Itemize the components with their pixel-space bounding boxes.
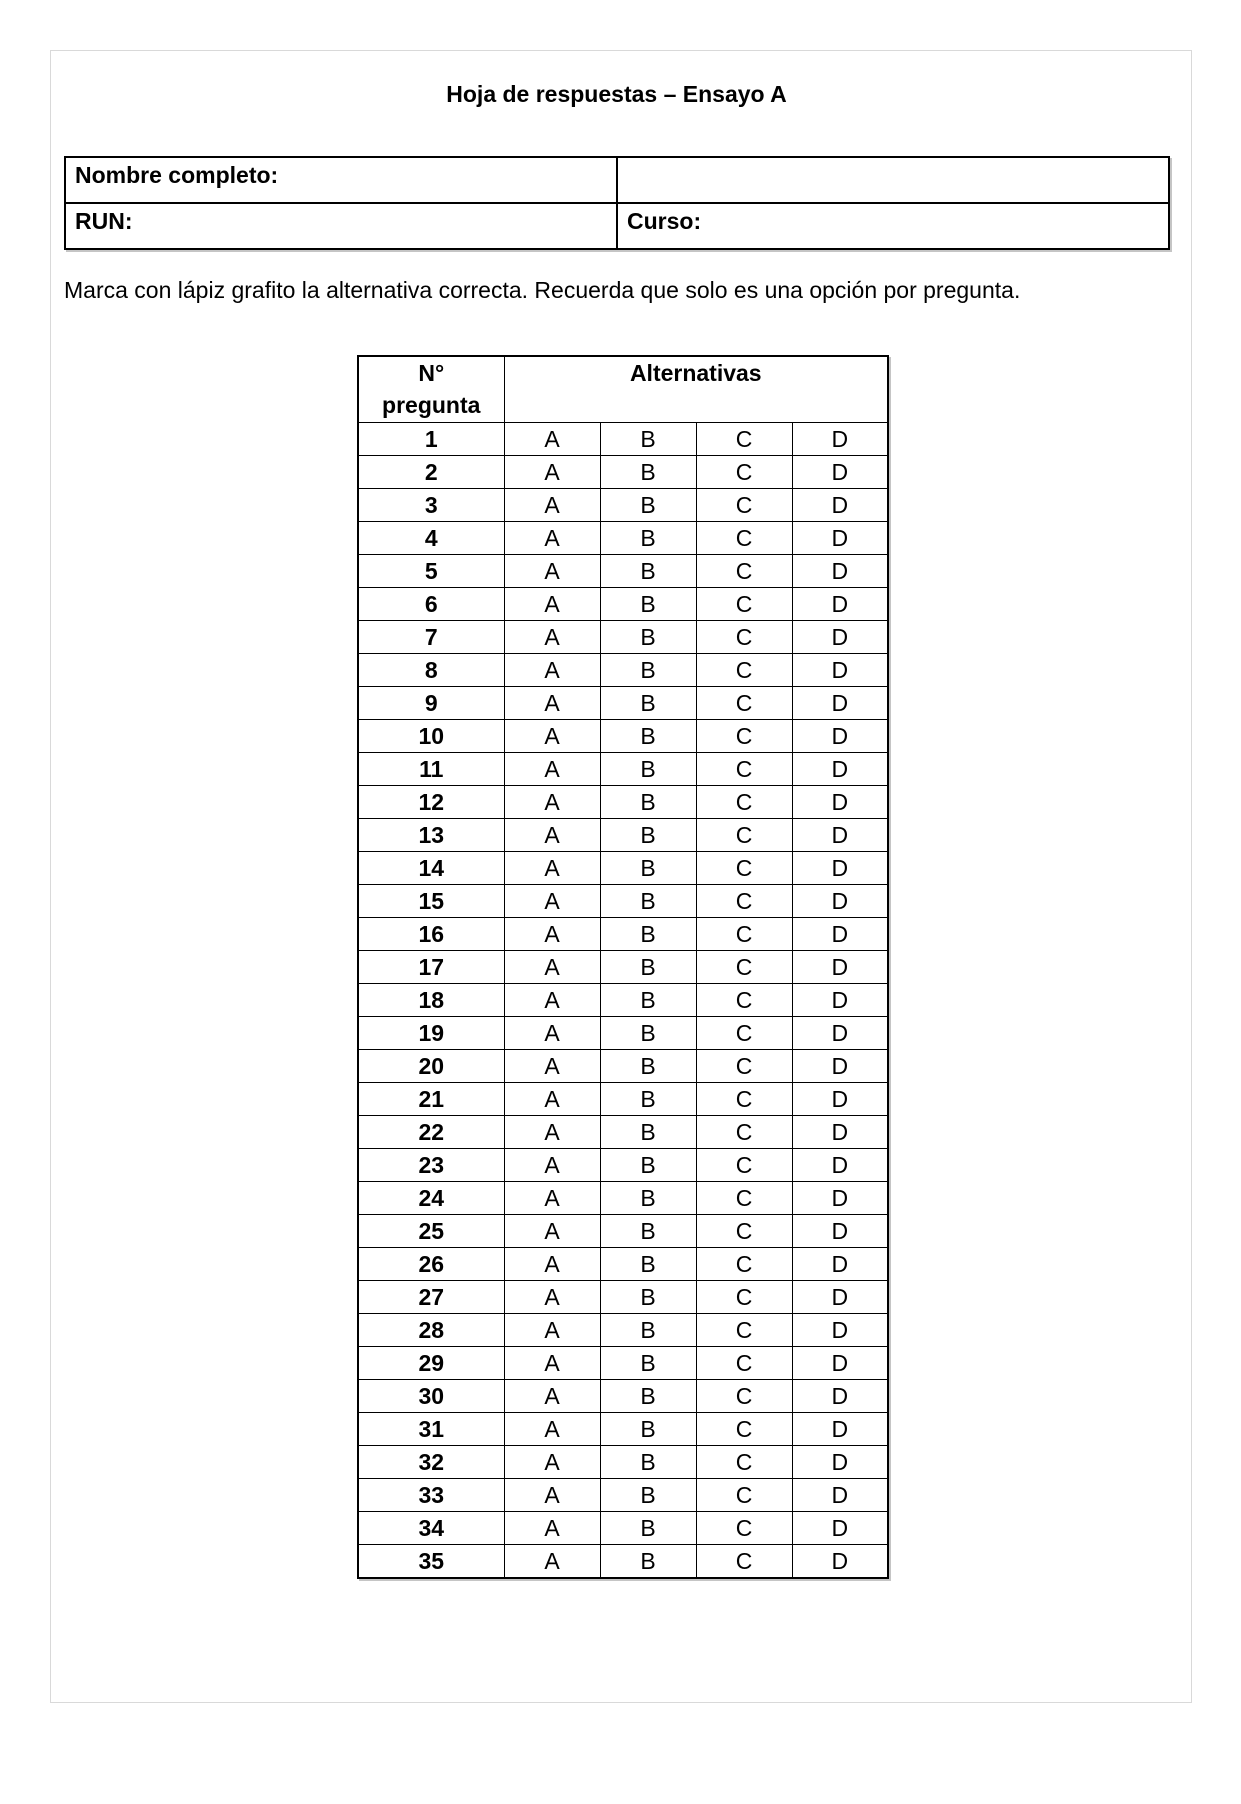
- answer-option-b[interactable]: B: [600, 1017, 696, 1050]
- answer-option-a[interactable]: A: [504, 588, 600, 621]
- answer-option-c[interactable]: C: [696, 1248, 792, 1281]
- answer-row: [358, 1479, 888, 1512]
- answer-option-c[interactable]: C: [696, 588, 792, 621]
- answer-option-b[interactable]: B: [600, 654, 696, 687]
- answer-option-b[interactable]: B: [600, 687, 696, 720]
- answer-option-c[interactable]: C: [696, 1017, 792, 1050]
- answer-option-d[interactable]: D: [792, 687, 888, 720]
- answer-option-a[interactable]: A: [504, 489, 600, 522]
- question-number: 19: [358, 1017, 504, 1050]
- answer-option-c[interactable]: C: [696, 555, 792, 588]
- answer-row: [358, 621, 888, 654]
- answer-option-b[interactable]: B: [600, 951, 696, 984]
- answer-table-header-row: [358, 356, 888, 423]
- answer-table: [357, 355, 889, 1579]
- question-number: 23: [358, 1149, 504, 1182]
- answer-option-b[interactable]: B: [600, 786, 696, 819]
- answer-row: [358, 819, 888, 852]
- question-number: 11: [358, 753, 504, 786]
- question-number: 27: [358, 1281, 504, 1314]
- answer-option-d[interactable]: D: [792, 1545, 888, 1579]
- answer-option-c[interactable]: C: [696, 1149, 792, 1182]
- answer-option-c[interactable]: C: [696, 1182, 792, 1215]
- question-number: 25: [358, 1215, 504, 1248]
- answer-option-a[interactable]: A: [504, 1182, 600, 1215]
- answer-option-c[interactable]: C: [696, 720, 792, 753]
- answer-option-a[interactable]: A: [504, 1215, 600, 1248]
- answer-row: [358, 555, 888, 588]
- answer-option-d[interactable]: D: [792, 885, 888, 918]
- document-page: [50, 50, 1192, 1703]
- answer-option-c[interactable]: C: [696, 1512, 792, 1545]
- answer-row: [358, 1215, 888, 1248]
- answer-option-a[interactable]: A: [504, 885, 600, 918]
- question-number: 22: [358, 1116, 504, 1149]
- answer-row: [358, 687, 888, 720]
- answer-option-b[interactable]: B: [600, 1512, 696, 1545]
- answer-option-a[interactable]: A: [504, 1281, 600, 1314]
- answer-option-c[interactable]: C: [696, 984, 792, 1017]
- answer-option-c[interactable]: C: [696, 1479, 792, 1512]
- question-number: 34: [358, 1512, 504, 1545]
- answer-row: [358, 423, 888, 456]
- answer-option-a[interactable]: A: [504, 753, 600, 786]
- answer-option-c[interactable]: C: [696, 687, 792, 720]
- question-number: 26: [358, 1248, 504, 1281]
- answer-option-d[interactable]: D: [792, 423, 888, 456]
- instruction-text: Marca con lápiz grafito la alternativa correcta. Recuerda que solo es una opción por pregunta.: [64, 277, 1021, 303]
- answer-option-a[interactable]: A: [504, 1512, 600, 1545]
- answer-option-b[interactable]: B: [600, 1116, 696, 1149]
- question-number: 10: [358, 720, 504, 753]
- answer-option-b[interactable]: B: [600, 1050, 696, 1083]
- answer-option-a[interactable]: A: [504, 1347, 600, 1380]
- answer-option-b[interactable]: B: [600, 819, 696, 852]
- answer-option-d[interactable]: D: [792, 1347, 888, 1380]
- answer-option-a[interactable]: A: [504, 1380, 600, 1413]
- question-number: 8: [358, 654, 504, 687]
- question-number: 18: [358, 984, 504, 1017]
- answer-option-c[interactable]: C: [696, 489, 792, 522]
- student-info-table: [64, 156, 1170, 250]
- answer-option-a[interactable]: A: [504, 1446, 600, 1479]
- answer-option-a[interactable]: A: [504, 786, 600, 819]
- answer-option-a[interactable]: A: [504, 1413, 600, 1446]
- answer-option-d[interactable]: D: [792, 1017, 888, 1050]
- answer-option-a[interactable]: A: [504, 456, 600, 489]
- name-label-cell: Nombre completo:: [65, 157, 617, 203]
- answer-row: [358, 489, 888, 522]
- answer-option-c[interactable]: C: [696, 1446, 792, 1479]
- answer-option-b[interactable]: B: [600, 1446, 696, 1479]
- answer-option-c[interactable]: C: [696, 1050, 792, 1083]
- answer-option-a[interactable]: A: [504, 1050, 600, 1083]
- answer-row: [358, 1116, 888, 1149]
- answer-option-c[interactable]: C: [696, 819, 792, 852]
- answer-option-c[interactable]: C: [696, 1413, 792, 1446]
- answer-option-d[interactable]: D: [792, 753, 888, 786]
- question-number: 2: [358, 456, 504, 489]
- answer-option-c[interactable]: C: [696, 654, 792, 687]
- answer-option-b[interactable]: B: [600, 984, 696, 1017]
- answer-option-b[interactable]: B: [600, 753, 696, 786]
- answer-option-d[interactable]: D: [792, 1281, 888, 1314]
- question-number: 4: [358, 522, 504, 555]
- answer-option-b[interactable]: B: [600, 1149, 696, 1182]
- answer-option-c[interactable]: C: [696, 456, 792, 489]
- answer-option-d[interactable]: D: [792, 1314, 888, 1347]
- question-number: 21: [358, 1083, 504, 1116]
- answer-row: [358, 1050, 888, 1083]
- answer-option-c[interactable]: C: [696, 522, 792, 555]
- question-number: 24: [358, 1182, 504, 1215]
- question-number: 3: [358, 489, 504, 522]
- answer-option-d[interactable]: D: [792, 654, 888, 687]
- answer-option-c[interactable]: C: [696, 1116, 792, 1149]
- answer-option-d[interactable]: D: [792, 786, 888, 819]
- answer-option-c[interactable]: C: [696, 1545, 792, 1579]
- answer-row: [358, 1281, 888, 1314]
- question-number: 5: [358, 555, 504, 588]
- curso-label-cell[interactable]: Curso:: [617, 203, 1169, 249]
- answer-option-b[interactable]: B: [600, 423, 696, 456]
- answer-option-c[interactable]: C: [696, 753, 792, 786]
- question-number: 31: [358, 1413, 504, 1446]
- answer-row: [358, 588, 888, 621]
- info-row-run-curso: [65, 203, 1169, 249]
- answer-option-b[interactable]: B: [600, 1215, 696, 1248]
- answer-option-b[interactable]: B: [600, 1182, 696, 1215]
- answer-row: [358, 1149, 888, 1182]
- question-number: 15: [358, 885, 504, 918]
- answer-option-a[interactable]: A: [504, 1116, 600, 1149]
- answer-option-d[interactable]: D: [792, 456, 888, 489]
- run-label-cell[interactable]: RUN:: [65, 203, 617, 249]
- answer-row: [358, 852, 888, 885]
- answer-option-a[interactable]: A: [504, 1479, 600, 1512]
- answer-option-d[interactable]: D: [792, 1413, 888, 1446]
- answer-option-c[interactable]: C: [696, 918, 792, 951]
- answer-row: [358, 951, 888, 984]
- question-number: 14: [358, 852, 504, 885]
- answer-option-a[interactable]: A: [504, 423, 600, 456]
- answer-option-d[interactable]: D: [792, 1248, 888, 1281]
- answer-option-c[interactable]: C: [696, 1380, 792, 1413]
- answer-row: [358, 918, 888, 951]
- answer-option-a[interactable]: A: [504, 918, 600, 951]
- answer-option-d[interactable]: D: [792, 555, 888, 588]
- answer-option-d[interactable]: D: [792, 1380, 888, 1413]
- answer-option-b[interactable]: B: [600, 720, 696, 753]
- answer-option-c[interactable]: C: [696, 852, 792, 885]
- alternatives-header: Alternativas: [504, 356, 888, 423]
- answer-option-d[interactable]: D: [792, 1479, 888, 1512]
- answer-option-b[interactable]: B: [600, 1314, 696, 1347]
- answer-row: [358, 720, 888, 753]
- answer-option-b[interactable]: B: [600, 885, 696, 918]
- answer-row: [358, 753, 888, 786]
- answer-row: [358, 654, 888, 687]
- answer-option-b[interactable]: B: [600, 588, 696, 621]
- answer-option-c[interactable]: C: [696, 621, 792, 654]
- question-number: 28: [358, 1314, 504, 1347]
- answer-option-b[interactable]: B: [600, 1281, 696, 1314]
- answer-row: [358, 1347, 888, 1380]
- question-number: 12: [358, 786, 504, 819]
- answer-option-d[interactable]: D: [792, 522, 888, 555]
- answer-option-c[interactable]: C: [696, 786, 792, 819]
- question-number: 7: [358, 621, 504, 654]
- question-number: 20: [358, 1050, 504, 1083]
- answer-option-a[interactable]: A: [504, 1545, 600, 1579]
- answer-option-d[interactable]: D: [792, 951, 888, 984]
- answer-option-d[interactable]: D: [792, 1116, 888, 1149]
- answer-option-a[interactable]: A: [504, 555, 600, 588]
- answer-row: [358, 1545, 888, 1579]
- question-number: 6: [358, 588, 504, 621]
- answer-option-a[interactable]: A: [504, 1083, 600, 1116]
- question-number: 30: [358, 1380, 504, 1413]
- question-number: 35: [358, 1545, 504, 1579]
- answer-option-c[interactable]: C: [696, 1347, 792, 1380]
- answer-option-c[interactable]: C: [696, 951, 792, 984]
- answer-row: [358, 885, 888, 918]
- answer-option-a[interactable]: A: [504, 951, 600, 984]
- answer-option-d[interactable]: D: [792, 621, 888, 654]
- answer-row: [358, 786, 888, 819]
- answer-option-b[interactable]: B: [600, 1479, 696, 1512]
- answer-row: [358, 1017, 888, 1050]
- answer-option-b[interactable]: B: [600, 522, 696, 555]
- answer-row: [358, 1248, 888, 1281]
- question-number: 17: [358, 951, 504, 984]
- answer-option-d[interactable]: D: [792, 1215, 888, 1248]
- answer-option-b[interactable]: B: [600, 1248, 696, 1281]
- answer-option-a[interactable]: A: [504, 621, 600, 654]
- question-number: 1: [358, 423, 504, 456]
- answer-option-b[interactable]: B: [600, 621, 696, 654]
- answer-option-b[interactable]: B: [600, 1083, 696, 1116]
- info-row-name: [65, 157, 1169, 203]
- answer-option-b[interactable]: B: [600, 555, 696, 588]
- answer-option-a[interactable]: A: [504, 687, 600, 720]
- answer-option-c[interactable]: C: [696, 1281, 792, 1314]
- answer-row: [358, 1446, 888, 1479]
- answer-row: [358, 1083, 888, 1116]
- answer-option-a[interactable]: A: [504, 1017, 600, 1050]
- answer-option-d[interactable]: D: [792, 1050, 888, 1083]
- answer-option-c[interactable]: C: [696, 1083, 792, 1116]
- answer-option-a[interactable]: A: [504, 984, 600, 1017]
- answer-option-a[interactable]: A: [504, 654, 600, 687]
- answer-option-b[interactable]: B: [600, 918, 696, 951]
- name-value-cell[interactable]: [617, 157, 1169, 203]
- answer-row: [358, 1512, 888, 1545]
- question-number: 16: [358, 918, 504, 951]
- answer-option-a[interactable]: A: [504, 522, 600, 555]
- question-number: 33: [358, 1479, 504, 1512]
- answer-option-d[interactable]: D: [792, 1446, 888, 1479]
- answer-row: [358, 456, 888, 489]
- answer-option-d[interactable]: D: [792, 819, 888, 852]
- answer-option-b[interactable]: B: [600, 852, 696, 885]
- question-number: 29: [358, 1347, 504, 1380]
- answer-option-c[interactable]: C: [696, 423, 792, 456]
- answer-rows: [358, 423, 888, 1579]
- answer-row: [358, 1380, 888, 1413]
- answer-option-b[interactable]: B: [600, 1380, 696, 1413]
- answer-option-c[interactable]: C: [696, 885, 792, 918]
- answer-option-d[interactable]: D: [792, 1083, 888, 1116]
- answer-option-a[interactable]: A: [504, 1248, 600, 1281]
- question-number-header: [358, 356, 504, 423]
- answer-option-d[interactable]: D: [792, 489, 888, 522]
- answer-row: [358, 1413, 888, 1446]
- answer-option-d[interactable]: D: [792, 852, 888, 885]
- answer-option-b[interactable]: B: [600, 1413, 696, 1446]
- answer-option-a[interactable]: A: [504, 720, 600, 753]
- answer-option-d[interactable]: D: [792, 1512, 888, 1545]
- answer-row: [358, 1314, 888, 1347]
- answer-option-c[interactable]: C: [696, 1215, 792, 1248]
- answer-option-a[interactable]: A: [504, 819, 600, 852]
- answer-option-c[interactable]: C: [696, 1314, 792, 1347]
- answer-option-b[interactable]: B: [600, 489, 696, 522]
- answer-option-d[interactable]: D: [792, 1182, 888, 1215]
- question-number: 9: [358, 687, 504, 720]
- answer-option-a[interactable]: A: [504, 1314, 600, 1347]
- answer-option-d[interactable]: D: [792, 1149, 888, 1182]
- answer-option-b[interactable]: B: [600, 456, 696, 489]
- answer-option-a[interactable]: A: [504, 852, 600, 885]
- answer-option-a[interactable]: A: [504, 1149, 600, 1182]
- answer-option-d[interactable]: D: [792, 720, 888, 753]
- answer-row: [358, 1182, 888, 1215]
- answer-option-b[interactable]: B: [600, 1545, 696, 1579]
- answer-option-d[interactable]: D: [792, 588, 888, 621]
- page-title: Hoja de respuestas – Ensayo A: [446, 81, 787, 107]
- answer-option-d[interactable]: D: [792, 984, 888, 1017]
- answer-option-d[interactable]: D: [792, 918, 888, 951]
- question-number-header-line1: N°: [418, 360, 445, 386]
- question-number-header-line2: pregunta: [382, 392, 481, 418]
- answer-option-b[interactable]: B: [600, 1347, 696, 1380]
- question-number: 13: [358, 819, 504, 852]
- question-number: 32: [358, 1446, 504, 1479]
- answer-row: [358, 522, 888, 555]
- answer-row: [358, 984, 888, 1017]
